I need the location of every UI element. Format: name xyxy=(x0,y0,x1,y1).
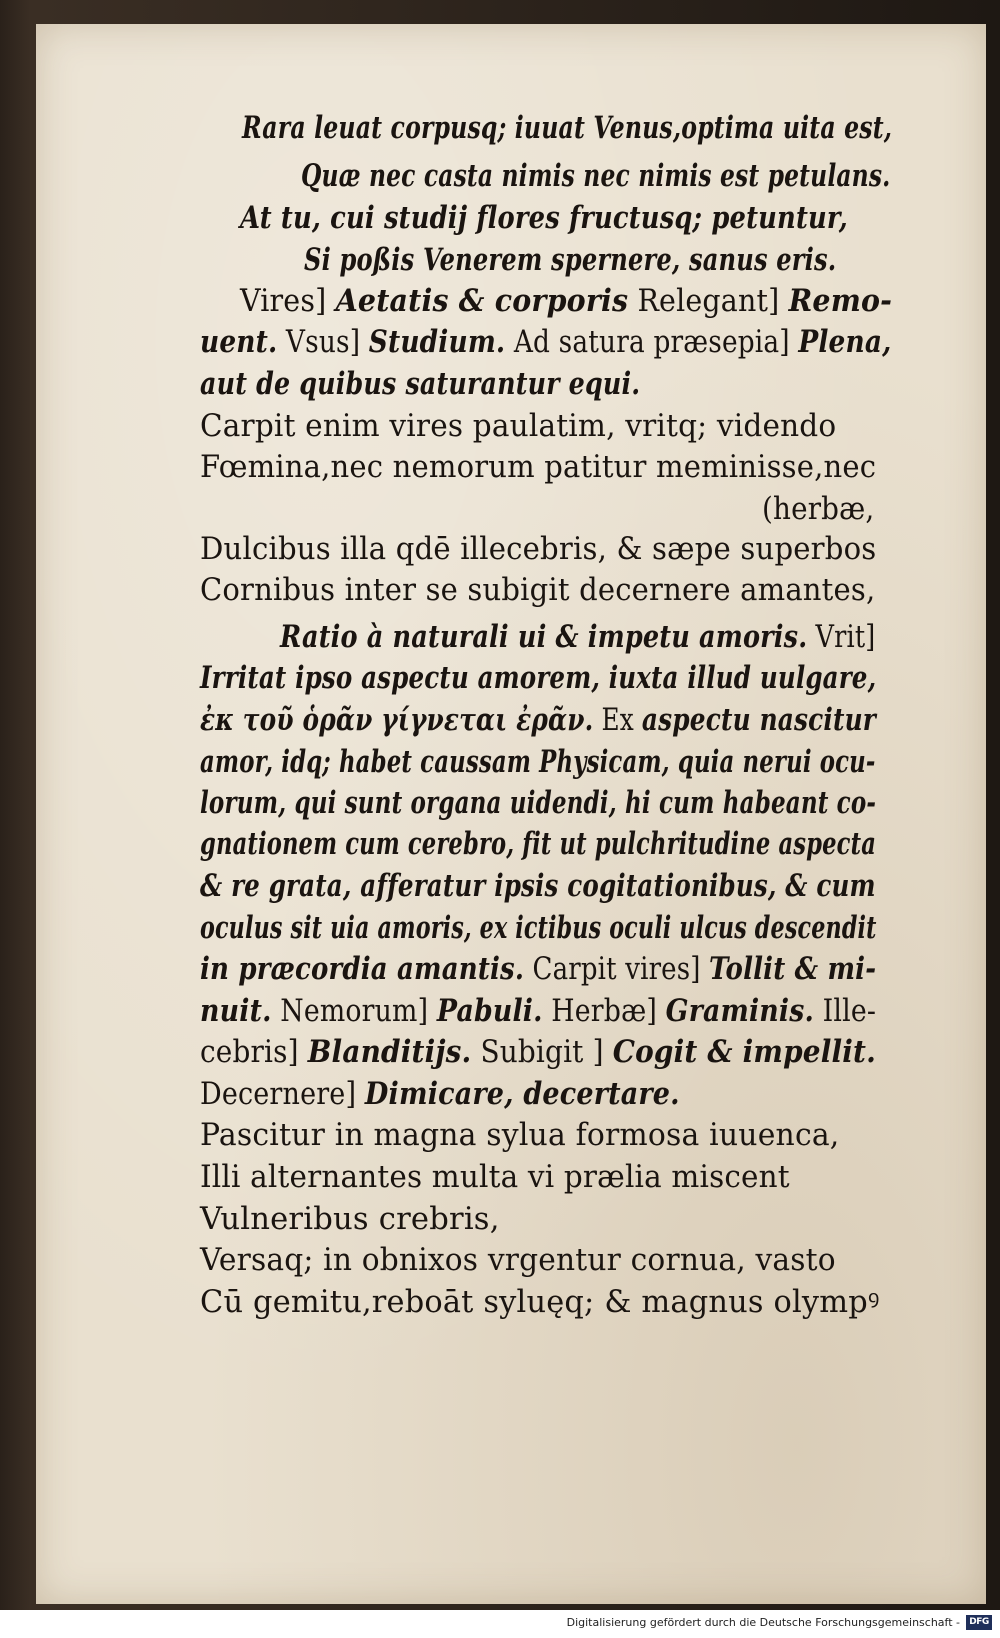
roman-text: Carpit vires] xyxy=(524,951,710,987)
italic-text: aspectu nascitur xyxy=(641,702,876,738)
text-line xyxy=(200,658,876,698)
roman-text: Herbæ] xyxy=(542,993,666,1029)
roman-text: Subigit ] xyxy=(471,1034,613,1070)
italic-text: nuit. xyxy=(200,993,272,1029)
roman-text: Versaq; in obnixos vrgentur cornua, vasto xyxy=(200,1242,836,1278)
italic-text: Quæ nec casta nimis nec nimis est petulans. xyxy=(301,158,891,194)
italic-text: Rara leuat corpusq; iuuat Venus,optima uita est, xyxy=(242,110,893,146)
text-line xyxy=(200,1032,876,1072)
italic-text: oculus sit uia amoris, ex ictibus oculi ulcus descendit xyxy=(200,910,877,946)
text-line xyxy=(200,570,875,610)
italic-text: Graminis. xyxy=(665,993,814,1029)
roman-text: cebris] xyxy=(200,1034,308,1070)
roman-text: Ille- xyxy=(813,993,877,1029)
book-page xyxy=(36,24,986,1604)
italic-text: Plena, xyxy=(798,324,892,360)
text-line xyxy=(762,489,874,529)
text-line xyxy=(200,1157,790,1197)
italic-text: Ratio à naturali ui & impetu amoris. xyxy=(280,619,808,655)
italic-text: At tu, cui studij flores fructusq; petuntur, xyxy=(240,200,848,236)
roman-text: Illi alternantes multa vi prælia miscent xyxy=(200,1159,790,1195)
roman-text: Fœmina,nec nemorum patitur meminisse,nec xyxy=(200,449,877,485)
text-line xyxy=(240,198,848,238)
page-text xyxy=(36,24,986,1604)
roman-text: Dulcibus illa qdē illecebris, & sæpe superbos xyxy=(200,531,877,567)
text-line xyxy=(200,742,875,782)
italic-text: Cogit & impellit. xyxy=(612,1034,877,1070)
text-line xyxy=(200,529,876,569)
roman-text: Relegant] xyxy=(628,283,789,319)
text-line xyxy=(301,156,890,196)
text-line xyxy=(200,991,876,1031)
text-line xyxy=(200,406,836,446)
roman-text: Vulneribus crebris, xyxy=(200,1201,500,1237)
roman-text: Cū gemitu,reboāt syluęq; & magnus olympꝰ xyxy=(200,1284,880,1320)
text-line xyxy=(200,322,891,362)
footer-credit: Digitalisierung gefördert durch die Deutsche Forschungsgemeinschaft - xyxy=(566,1616,960,1629)
text-line xyxy=(200,1199,500,1239)
italic-text: amor, idq; habet caussam Physicam, quia nerui ocu- xyxy=(200,744,876,780)
roman-text: Decernere] xyxy=(200,1076,365,1112)
text-line xyxy=(200,1282,880,1322)
text-line xyxy=(200,1074,680,1114)
italic-text: Tollit & mi- xyxy=(709,951,877,987)
footer-bar xyxy=(0,1610,1000,1638)
roman-text: (herbæ, xyxy=(762,491,875,527)
roman-text: Ad satura præsepia] xyxy=(505,324,799,360)
italic-text: Remo- xyxy=(788,283,893,319)
italic-text: Studium. xyxy=(368,324,506,360)
text-line xyxy=(200,908,877,948)
text-line xyxy=(200,783,876,823)
text-line xyxy=(240,281,892,321)
roman-text: Nemorum] xyxy=(271,993,437,1029)
italic-text: Pabuli. xyxy=(436,993,543,1029)
italic-text: uent. xyxy=(200,324,278,360)
italic-text: lorum, qui sunt organa uidendi, hi cum habeant co- xyxy=(200,785,877,821)
text-line xyxy=(200,1240,836,1280)
text-line xyxy=(200,866,876,906)
text-line xyxy=(200,824,876,864)
text-line xyxy=(200,700,876,740)
italic-text: ἐκ τοῦ ὁρᾶν γίγνεται ἐρᾶν. xyxy=(200,702,594,738)
italic-text: Aetatis & corporis xyxy=(335,283,629,319)
roman-text: Carpit enim vires paulatim, vritq; videndo xyxy=(200,408,837,444)
text-line xyxy=(280,617,875,657)
text-line xyxy=(200,447,876,487)
text-line xyxy=(242,108,892,148)
dfg-logo: DFG xyxy=(966,1615,992,1630)
text-line xyxy=(200,1115,839,1155)
roman-text: Vrit] xyxy=(807,619,876,655)
roman-text: Vsus] xyxy=(277,324,369,360)
italic-text: Blanditijs. xyxy=(307,1034,472,1070)
roman-text: Vires] xyxy=(240,283,336,319)
italic-text: aut de quibus saturantur equi. xyxy=(200,366,641,402)
italic-text: & re grata, afferatur ipsis cogitationibus, & cum xyxy=(200,868,876,904)
italic-text: Si poßis Venerem spernere, sanus eris. xyxy=(304,242,837,278)
roman-text: Pascitur in magna sylua formosa iuuenca, xyxy=(200,1117,840,1153)
roman-text: Cornibus inter se subigit decernere amantes, xyxy=(200,572,876,608)
italic-text: in præcordia amantis. xyxy=(200,951,525,987)
roman-text: Ex xyxy=(593,702,642,738)
text-line xyxy=(200,364,640,404)
italic-text: gnationem cum cerebro, fit ut pulchritudine aspecta xyxy=(200,826,877,862)
text-line xyxy=(304,240,836,280)
text-line xyxy=(200,949,876,989)
italic-text: Irritat ipso aspectu amorem, iuxta illud uulgare, xyxy=(200,660,877,696)
italic-text: Dimicare, decertare. xyxy=(364,1076,680,1112)
